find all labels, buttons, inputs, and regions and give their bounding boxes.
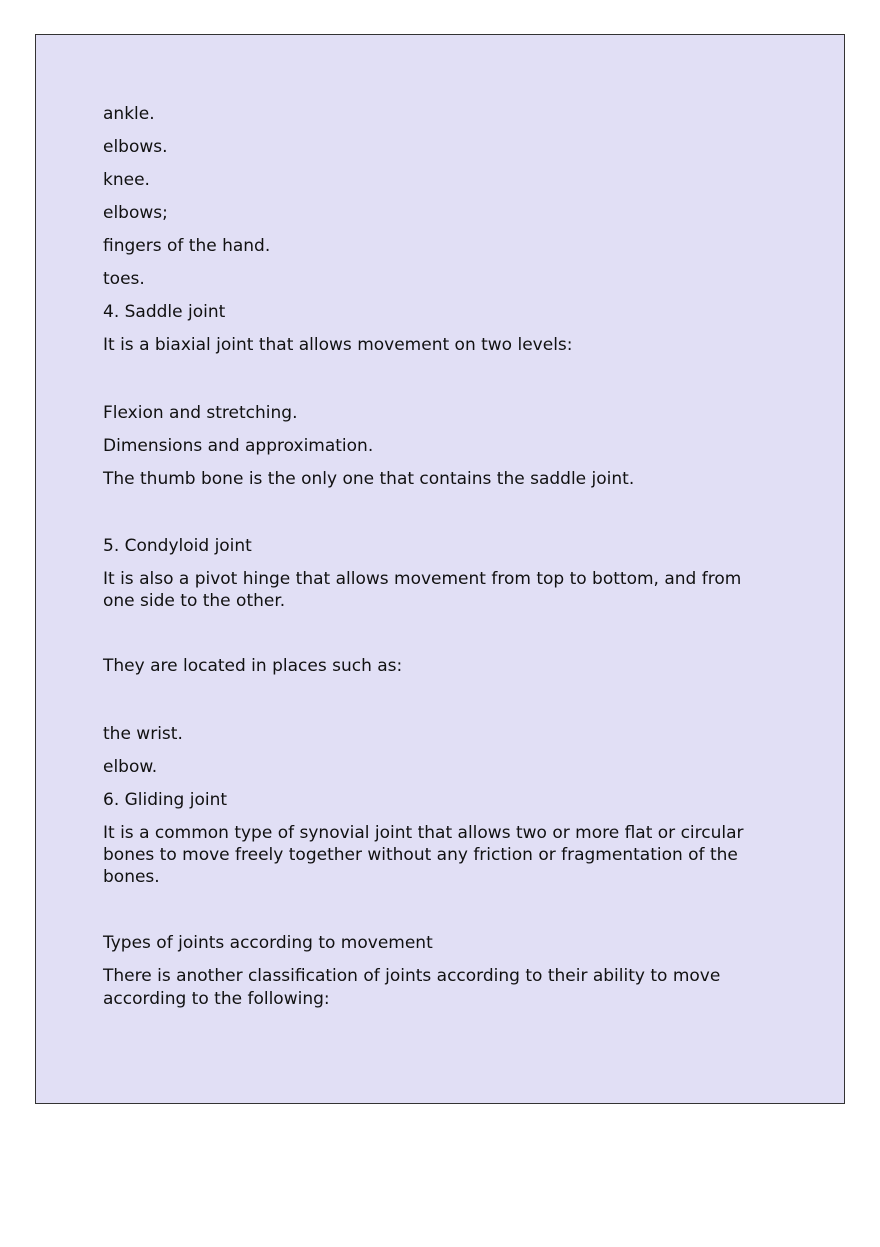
- heading-saddle-joint: 4. Saddle joint: [103, 302, 226, 322]
- paragraph-classification: There is another classification of joints according to their ability to move according to the following:: [103, 966, 721, 1009]
- paragraph-condyloid-description: It is also a pivot hinge that allows movement from top to bottom, and from one side to the other.: [103, 569, 742, 611]
- list-item-wrist: the wrist.: [103, 724, 183, 744]
- paragraph-locations: They are located in places such as:: [103, 656, 403, 676]
- paragraph-thumb-bone: The thumb bone is the only one that contains the saddle joint.: [103, 469, 635, 489]
- list-item-knee: knee.: [103, 170, 150, 190]
- list-item-ankle: ankle.: [103, 104, 155, 124]
- heading-condyloid-joint: 5. Condyloid joint: [103, 536, 252, 556]
- list-item-elbows-2: elbows;: [103, 203, 168, 223]
- heading-gliding-joint: 6. Gliding joint: [103, 790, 228, 810]
- list-item-flexion: Flexion and stretching.: [103, 403, 298, 423]
- list-item-elbow: elbow.: [103, 757, 158, 777]
- list-item-toes: toes.: [103, 269, 145, 289]
- list-item-fingers: fingers of the hand.: [103, 236, 271, 256]
- paragraph-saddle-description: It is a biaxial joint that allows movement on two levels:: [103, 335, 573, 355]
- list-item-dimensions: Dimensions and approximation.: [103, 436, 374, 456]
- paragraph-gliding-description: It is a common type of synovial joint that allows two or more flat or circular bones to move freely together without any friction or fragmentation of the bones.: [103, 823, 744, 887]
- list-item-elbows: elbows.: [103, 137, 168, 157]
- heading-types-by-movement: Types of joints according to movement: [103, 933, 433, 953]
